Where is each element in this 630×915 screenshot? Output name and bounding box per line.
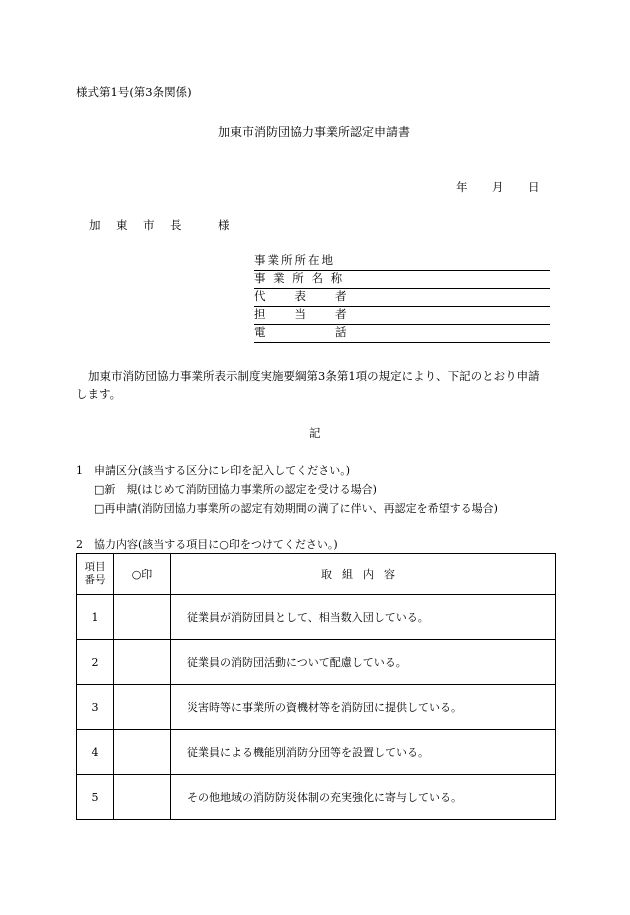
field-contact-person[interactable] (254, 307, 550, 325)
row-number: 1 (77, 595, 114, 640)
table-row (77, 640, 556, 685)
row-description: その他地域の消防防災体制の充実強化に寄与している。 (171, 775, 556, 820)
addressee-name: 加 東 市 長 (89, 218, 184, 232)
field-location-label: 事業所所在地 (254, 253, 335, 267)
ki-heading: 記 (309, 426, 321, 440)
body-text-line1: 加東市消防団協力事業所表示制度実施要綱第3条第1項の規定により、下記のとおり申請 (88, 369, 540, 383)
row-number: 4 (77, 730, 114, 775)
field-contact-person-label: 担 当 者 (254, 307, 349, 321)
field-phone[interactable] (254, 325, 550, 343)
form-id: 様式第1号(第3条関係) (76, 85, 192, 99)
row-mark-cell[interactable] (114, 775, 171, 820)
header-description: 取組内容 (171, 554, 556, 595)
row-description: 従業員が消防団員として、相当数入団している。 (171, 595, 556, 640)
row-number: 2 (77, 640, 114, 685)
date-year: 年 (456, 180, 468, 194)
row-mark-cell[interactable] (114, 685, 171, 730)
field-location[interactable] (254, 253, 550, 271)
field-representative-label: 代 表 者 (254, 289, 349, 303)
row-description: 従業員の消防団活動について配慮している。 (171, 640, 556, 685)
row-number: 3 (77, 685, 114, 730)
option-reapply[interactable]: □再申請(消防団協力事業所の認定有効期間の満了に伴い、再認定を希望する場合) (94, 502, 498, 515)
field-company-name[interactable] (254, 271, 550, 289)
date-day: 日 (528, 180, 540, 194)
row-description: 災害時等に事業所の資機材等を消防団に提供している。 (171, 685, 556, 730)
addressee-honorific: 様 (218, 218, 230, 232)
field-company-name-label: 事 業 所 名 称 (254, 271, 345, 285)
field-phone-label: 電 話 (254, 325, 349, 339)
row-mark-cell[interactable] (114, 595, 171, 640)
header-item-number: 項目 番号 (77, 554, 114, 595)
row-number: 5 (77, 775, 114, 820)
page-title: 加東市消防団協力事業所認定申請書 (218, 125, 411, 139)
cooperation-table (76, 553, 556, 820)
table-row (77, 595, 556, 640)
option-new[interactable]: □新 規(はじめて消防団協力事業所の認定を受ける場合) (94, 483, 377, 496)
table-row (77, 730, 556, 775)
row-mark-cell[interactable] (114, 730, 171, 775)
table-header-row (77, 554, 556, 595)
table-row (77, 685, 556, 730)
body-text-line2: します。 (76, 387, 122, 401)
row-description: 従業員による機能別消防分団等を設置している。 (171, 730, 556, 775)
row-mark-cell[interactable] (114, 640, 171, 685)
field-representative[interactable] (254, 289, 550, 307)
date-month: 月 (492, 180, 504, 194)
section1-heading: 1 申請区分(該当する区分にレ印を記入してください。) (76, 464, 351, 477)
header-mark: ○印 (114, 554, 171, 595)
table-row (77, 775, 556, 820)
section2-heading: 2 協力内容(該当する項目に○印をつけてください。) (76, 538, 338, 551)
